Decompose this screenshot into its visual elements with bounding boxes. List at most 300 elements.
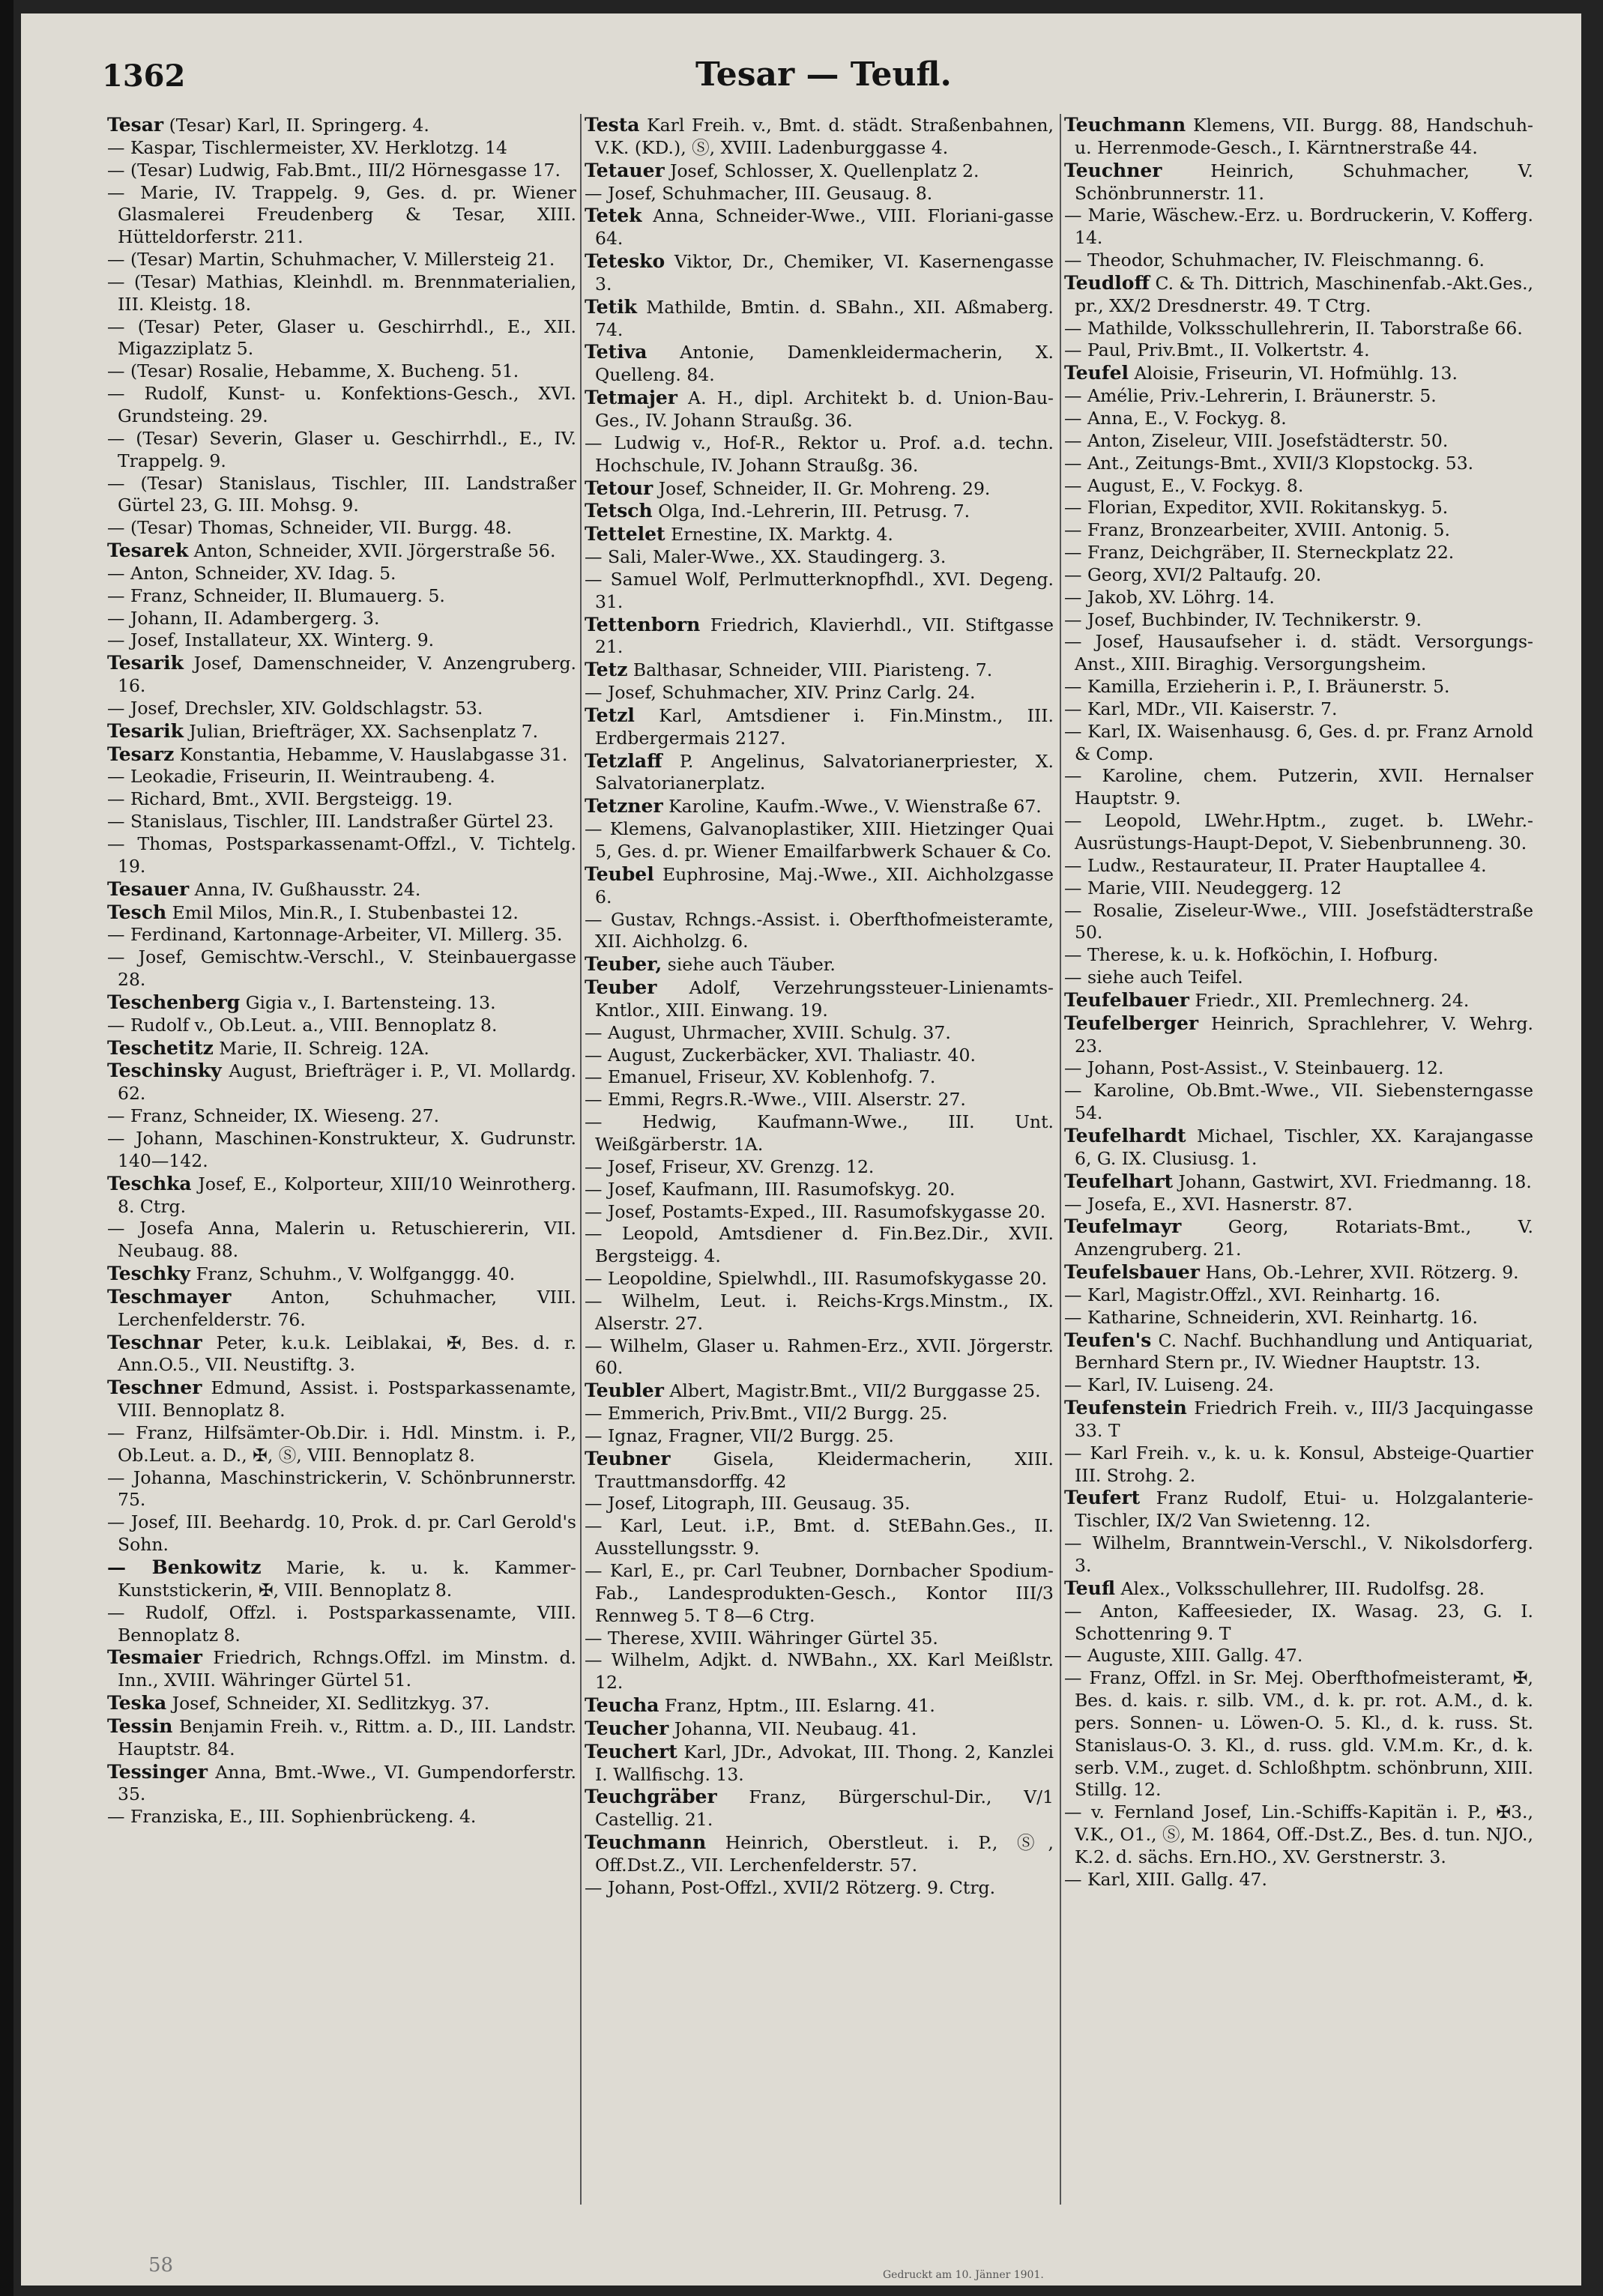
entry-details: — Jakob, XV. Löhrg. 14. xyxy=(1064,586,1275,608)
entry-surname: Teschnar xyxy=(107,1331,202,1353)
directory-entry xyxy=(585,569,1054,614)
directory-entry xyxy=(107,1105,576,1128)
directory-entry xyxy=(585,953,1054,976)
entry-details: — Karl, Leut. i.P., Bmt. d. StEBahn.Ges., II. Ausstellungsstr. 9. xyxy=(585,1515,1054,1559)
footer-number: 58 xyxy=(148,2254,174,2277)
directory-entry xyxy=(107,517,576,540)
directory-entry xyxy=(585,546,1054,569)
directory-entry xyxy=(585,114,1054,160)
directory-page xyxy=(21,13,1581,2286)
entry-details: — Josef, Schuhmacher, XIV. Prinz Carlg. 24. xyxy=(585,682,976,704)
directory-entry xyxy=(1064,1284,1533,1307)
entry-details: Albert, Magistr.Bmt., VII/2 Burggasse 25. xyxy=(663,1380,1041,1402)
entry-details: — Anton, Kaffeesieder, IX. Wasag. 23, G. I. Schottenring 9. T xyxy=(1064,1600,1533,1644)
directory-entry xyxy=(585,750,1054,796)
directory-entry xyxy=(585,1201,1054,1224)
directory-entry xyxy=(585,682,1054,704)
directory-entry xyxy=(107,1286,576,1332)
entry-details: Peter, k.u.k. Leiblakai, ✠, Bes. d. r. Ann.O.5., VII. Neustiftg. 3. xyxy=(118,1332,576,1376)
entry-details: Konstantia, Hebamme, V. Hauslabgasse 31. xyxy=(174,743,568,765)
entry-details: — Josef, Buchbinder, IV. Technikerstr. 9. xyxy=(1064,608,1422,630)
entry-details: Antonie, Damenkleidermacherin, X. Quelleng. 84. xyxy=(595,342,1054,386)
directory-entry xyxy=(107,585,576,608)
directory-entry xyxy=(107,811,576,833)
entry-surname: Teufert xyxy=(1064,1487,1141,1509)
directory-entry xyxy=(1064,205,1533,250)
directory-entry xyxy=(585,1179,1054,1201)
entry-details: — (Tesar) Rosalie, Hebamme, X. Bucheng. 51. xyxy=(107,360,519,382)
directory-entry xyxy=(585,1560,1054,1628)
entry-details: Friedrich, Klavierhdl., VII. Stiftgasse 21. xyxy=(595,614,1054,658)
entry-details: — Stanislaus, Tischler, III. Landstraßer Gürtel 23. xyxy=(107,811,554,833)
entry-details: Julian, Briefträger, XX. Sachsenplatz 7. xyxy=(183,720,539,742)
entry-details: — August, Zuckerbäcker, XVI. Thaliastr. 40. xyxy=(585,1044,976,1066)
directory-entry xyxy=(1064,408,1533,430)
entry-details: — Johann, Post-Offzl., XVII/2 Rötzerg. 9. Ctrg. xyxy=(585,1876,996,1898)
entry-details: Marie, k. u. k. Kammer-Kunststickerin, ✠, VIII. Bennoplatz 8. xyxy=(118,1557,576,1601)
entry-surname: Teuber, xyxy=(585,953,662,976)
entry-details: — Josef, Installateur, XX. Winterg. 9. xyxy=(107,629,435,651)
directory-entry xyxy=(585,614,1054,659)
entry-surname: Teschinsky xyxy=(107,1060,222,1082)
directory-column-3 xyxy=(1064,114,1533,1891)
entry-details: — Kamilla, Erzieherin i. P., I. Bräunerstr. 5. xyxy=(1064,676,1450,698)
entry-surname: Tessinger xyxy=(107,1760,208,1783)
entry-surname: Teucha xyxy=(585,1694,659,1717)
entry-surname: Tesarz xyxy=(107,743,175,765)
entry-details: Karl, JDr., Advokat, III. Thong. 2, Kanzlei I. Wallfischg. 13. xyxy=(595,1741,1054,1785)
directory-entry xyxy=(1064,609,1533,632)
entry-surname: Teschmayer xyxy=(107,1285,232,1308)
entry-surname: Teschka xyxy=(107,1172,192,1194)
directory-entry xyxy=(1064,519,1533,542)
entry-surname: Teschenberg xyxy=(107,991,241,1013)
entry-details: Johanna, VII. Neubaug. 41. xyxy=(668,1718,917,1739)
directory-entry xyxy=(1064,160,1533,205)
directory-entry xyxy=(107,833,576,878)
directory-entry xyxy=(585,1380,1054,1403)
entry-details: Heinrich, Sprachlehrer, V. Wehrg. 23. xyxy=(1075,1012,1533,1057)
directory-entry xyxy=(585,205,1054,250)
directory-entry xyxy=(1064,1645,1533,1667)
entry-details: Franz Rudolf, Etui- u. Holzgalanterie-Tischler, IX/2 Van Swietenng. 12. xyxy=(1075,1487,1533,1532)
entry-details: — August, Uhrmacher, XVIII. Schulg. 37. xyxy=(585,1021,951,1043)
entry-surname: Teufel xyxy=(1064,362,1129,384)
directory-entry xyxy=(585,1786,1054,1831)
entry-details: A. H., dipl. Architekt b. d. Union-Bau-Ges., IV. Johann Straußg. 36. xyxy=(595,387,1054,431)
directory-entry xyxy=(1064,542,1533,564)
entry-surname: Teschner xyxy=(107,1377,202,1399)
entry-details: Johann, Gastwirt, XVI. Friedmanng. 18. xyxy=(1173,1170,1532,1192)
entry-surname: Teucher xyxy=(585,1717,669,1739)
entry-details: — (Tesar) Peter, Glaser u. Geschirrhdl., E., XII. Migazziplatz 5. xyxy=(107,315,576,360)
entry-surname: Teuchgräber xyxy=(585,1786,717,1808)
entry-details: — (Tesar) Stanislaus, Tischler, III. Landstraßer Gürtel 23, G. III. Mohsg. 9. xyxy=(107,472,576,516)
directory-entry xyxy=(1064,855,1533,877)
entry-details: — Josef, Friseur, XV. Grenzg. 12. xyxy=(585,1155,875,1177)
entry-details: — Johann, Post-Assist., V. Steinbauerg. 12. xyxy=(1064,1057,1444,1079)
entry-details: — Karl, IV. Luiseng. 24. xyxy=(1064,1374,1275,1396)
entry-surname: Teudloff xyxy=(1064,271,1150,294)
entry-surname: Tesarik xyxy=(107,719,184,742)
directory-entry xyxy=(1064,631,1533,676)
entry-details: — (Tesar) Mathias, Kleinhdl. m. Brennmaterialien, III. Kleistg. 18. xyxy=(107,271,576,315)
directory-entry xyxy=(107,540,576,563)
entry-surname: Tetzlaff xyxy=(585,749,662,772)
entry-details: Friedrich Freih. v., III/3 Jacquingasse 33. T xyxy=(1075,1398,1533,1441)
entry-surname: Tetauer xyxy=(585,159,665,181)
entry-surname: Teufelmayr xyxy=(1064,1215,1182,1238)
directory-entry xyxy=(585,432,1054,477)
entry-details: — Josef, Drechsler, XIV. Goldschlagstr. 53. xyxy=(107,697,483,719)
entry-details: Edmund, Assist. i. Postsparkassenamte, VIII. Bennoplatz 8. xyxy=(118,1377,576,1422)
entry-surname: Testa xyxy=(585,114,640,136)
entry-details: — Karl, XIII. Gallg. 47. xyxy=(1064,1868,1267,1890)
entry-surname: Teufenstein xyxy=(1064,1397,1187,1419)
entry-details: — Paul, Priv.Bmt., II. Volkertstr. 4. xyxy=(1064,339,1370,361)
entry-details: Josef, E., Kolporteur, XIII/10 Weinrotherg. 8. Ctrg. xyxy=(118,1173,576,1217)
entry-details: — (Tesar) Thomas, Schneider, VII. Burgg. 48. xyxy=(107,517,513,539)
entry-details: — Wilhelm, Glaser u. Rahmen-Erz., XVII. Jörgerstr. 60. xyxy=(585,1335,1054,1379)
entry-details: — Johann, II. Adambergerg. 3. xyxy=(107,607,380,629)
entry-details: — Sali, Maler-Wwe., XX. Staudingerg. 3. xyxy=(585,546,947,568)
entry-details: Anna, Schneider-Wwe., VIII. Floriani-gasse 64. xyxy=(595,205,1054,250)
entry-surname: Tetzl xyxy=(585,704,635,726)
directory-entry xyxy=(107,1556,576,1602)
directory-entry xyxy=(1064,497,1533,519)
entry-surname: Teubel xyxy=(585,862,654,885)
entry-surname: Teufelberger xyxy=(1064,1012,1199,1034)
directory-entry xyxy=(585,1290,1054,1335)
directory-entry xyxy=(107,1015,576,1037)
directory-entry xyxy=(1064,989,1533,1012)
entry-details: Marie, II. Schreig. 12A. xyxy=(213,1037,429,1059)
entry-details: — Rudolf, Offzl. i. Postsparkassenamte, VIII. Bennoplatz 8. xyxy=(107,1601,576,1646)
entry-details: Euphrosine, Maj.-Wwe., XII. Aichholzgasse 6. xyxy=(595,863,1054,907)
directory-entry xyxy=(107,1128,576,1173)
entry-details: — Thomas, Postsparkassenamt-Offzl., V. Tichtelg. 19. xyxy=(107,833,576,877)
directory-entry xyxy=(1064,1080,1533,1125)
entry-details: — Leopold, LWehr.Hptm., zuget. b. LWehr.-Ausrüstungs-Haupt-Depot, V. Siebenbrunneng. 30. xyxy=(1064,810,1533,854)
directory-entry xyxy=(1064,676,1533,698)
entry-surname: Tetz xyxy=(585,659,628,681)
directory-entry xyxy=(107,160,576,182)
entry-details: Friedr., XII. Premlechnerg. 24. xyxy=(1189,989,1470,1011)
directory-entry xyxy=(585,387,1054,432)
entry-surname: Tetik xyxy=(585,295,638,318)
directory-entry xyxy=(1064,1261,1533,1284)
directory-entry xyxy=(585,659,1054,682)
entry-details: — (Tesar) Severin, Glaser u. Geschirrhdl., E., IV. Trappelg. 9. xyxy=(107,427,576,471)
entry-details: siehe auch Täuber. xyxy=(662,954,836,976)
entry-details: — Emanuel, Friseur, XV. Koblenhofg. 7. xyxy=(585,1066,936,1088)
entry-details: Klemens, VII. Burgg. 88, Handschuh- u. Herrenmode-Gesch., I. Kärntnerstraße 44. xyxy=(1075,115,1533,158)
entry-details: — v. Fernland Josef, Lin.-Schiffs-Kapitän i. P., ✠3., V.K., O1., Ⓢ, M. 1864, Off.-Dst.Z., Bes. d. tun. NJO., K.2. d. sächs. Ern.HO., XV. Gerstnerstr. 3. xyxy=(1064,1801,1533,1867)
entry-details: Alex., Volksschullehrer, III. Rudolfsg. 28. xyxy=(1115,1577,1485,1599)
entry-details: — Florian, Expeditor, XVII. Rokitanskyg. 5. xyxy=(1064,497,1449,519)
entry-details: Hans, Ob.-Lehrer, XVII. Rötzerg. 9. xyxy=(1199,1262,1519,1284)
entry-details: — Johann, Maschinen-Konstrukteur, X. Gudrunstr. 140—142. xyxy=(107,1127,576,1171)
entry-surname: Teschky xyxy=(107,1263,190,1285)
entry-details: Emil Milos, Min.R., I. Stubenbastei 12. xyxy=(166,901,519,923)
binding-edge xyxy=(0,0,13,2296)
directory-entry xyxy=(1064,250,1533,272)
entry-details: Karl Freih. v., Bmt. d. städt. Straßenbahnen, V.K. (KD.), Ⓢ, XVIII. Ladenburggasse 4. xyxy=(595,115,1054,158)
directory-entry xyxy=(585,818,1054,863)
directory-entry xyxy=(107,182,576,250)
directory-entry xyxy=(1064,362,1533,385)
entry-surname: Teuber xyxy=(585,976,657,999)
entry-details: Olga, Ind.-Lehrerin, III. Petrusg. 7. xyxy=(652,501,970,522)
entry-details: Anton, Schneider, XVII. Jörgerstraße 56. xyxy=(188,540,556,562)
directory-entry xyxy=(585,1022,1054,1045)
directory-entry xyxy=(107,878,576,901)
directory-entry xyxy=(1064,564,1533,587)
entry-details: — Gustav, Rchngs.-Assist. i. Oberfthofmeisteramte, XII. Aichholzg. 6. xyxy=(585,908,1054,952)
directory-entry xyxy=(107,1173,576,1218)
entry-details: — Karoline, Ob.Bmt.-Wwe., VII. Siebensterngasse 54. xyxy=(1064,1080,1533,1124)
directory-entry xyxy=(585,341,1054,387)
entry-details: — Anton, Schneider, XV. Idag. 5. xyxy=(107,562,396,584)
entry-details: — Marie, IV. Trappelg. 9, Ges. d. pr. Wiener Glasmalerei Freudenberg & Tesar, XIII. Hütteldorferstr. 211. xyxy=(107,181,576,248)
directory-entry xyxy=(1064,765,1533,810)
entry-surname: Tetzner xyxy=(585,795,663,818)
entry-details: Josef, Schlosser, X. Quellenplatz 2. xyxy=(664,160,979,181)
entry-details: — Marie, Wäschew.-Erz. u. Bordruckerin, V. Kofferg. 14. xyxy=(1064,205,1533,249)
directory-entry xyxy=(107,1263,576,1286)
entry-details: — Josefa, E., XVI. Hasnerstr. 87. xyxy=(1064,1193,1353,1215)
entry-details: C. & Th. Dittrich, Maschinenfab.-Akt.Ges., pr., XX/2 Dresdnerstr. 49. T Ctrg. xyxy=(1075,272,1534,316)
directory-entry xyxy=(585,1448,1054,1493)
directory-entry xyxy=(107,991,576,1015)
entry-details: — Hedwig, Kaufmann-Wwe., III. Unt. Weißgärberstr. 1A. xyxy=(585,1111,1054,1155)
directory-entry xyxy=(1064,877,1533,900)
entry-details: Anna, Bmt.-Wwe., VI. Gumpendorferstr. 35. xyxy=(118,1761,576,1805)
entry-details: — (Tesar) Ludwig, Fab.Bmt., III/2 Hörnesgasse 17. xyxy=(107,159,561,181)
directory-entry xyxy=(107,1037,576,1060)
entry-details: — Wilhelm, Leut. i. Reichs-Krgs.Minstm., IX. Alserstr. 27. xyxy=(585,1290,1054,1334)
directory-entry xyxy=(107,114,576,137)
entry-details: — Auguste, XIII. Gallg. 47. xyxy=(1064,1645,1303,1667)
directory-entry xyxy=(107,698,576,720)
directory-entry xyxy=(585,477,1054,501)
entry-surname: Teubner xyxy=(585,1447,671,1469)
entry-details: — Ferdinand, Kartonnage-Arbeiter, VI. Millerg. 35. xyxy=(107,924,563,946)
page-heading: Tesar — Teufl. xyxy=(695,55,952,94)
directory-entry xyxy=(1064,944,1533,967)
directory-entry xyxy=(1064,1667,1533,1801)
directory-entry xyxy=(1064,900,1533,945)
entry-details: — Josef, Schuhmacher, III. Geusaug. 8. xyxy=(585,182,933,204)
entry-surname: Tesar xyxy=(107,114,164,136)
entry-details: — Ludwig v., Hof-R., Rektor u. Prof. a.d. techn. Hochschule, IV. Johann Straußg. 36. xyxy=(585,432,1054,476)
entry-surname: Teufelbauer xyxy=(1064,988,1189,1011)
entry-details: Josef, Damenschneider, V. Anzengruberg. 16. xyxy=(118,653,576,697)
directory-entry xyxy=(585,523,1054,546)
footer-note: Gedruckt am 10. Jänner 1901. xyxy=(883,2269,1044,2281)
entry-surname: Teufen's xyxy=(1064,1329,1152,1351)
entry-details: — Kaspar, Tischlermeister, XV. Herklotzg. 14 xyxy=(107,136,507,158)
entry-details: — Therese, k. u. k. Hofköchin, I. Hofburg. xyxy=(1064,944,1439,966)
directory-entry xyxy=(1064,1170,1533,1194)
directory-entry xyxy=(107,271,576,316)
entry-details: Balthasar, Schneider, VIII. Piaristeng. 7. xyxy=(627,659,993,681)
directory-entry xyxy=(107,428,576,473)
directory-entry xyxy=(585,863,1054,909)
directory-entry xyxy=(1064,430,1533,453)
entry-details: — (Tesar) Martin, Schuhmacher, V. Millersteig 21. xyxy=(107,249,555,271)
directory-entry xyxy=(107,788,576,811)
directory-entry xyxy=(585,1628,1054,1650)
entry-surname: Tetiva xyxy=(585,341,647,363)
entry-surname: Tetmajer xyxy=(585,387,677,409)
entry-details: Viktor, Dr., Chemiker, VI. Kasernengasse 3. xyxy=(595,251,1054,294)
directory-entry xyxy=(585,1741,1054,1786)
entry-details: — Josef, III. Beehardg. 10, Prok. d. pr. Carl Gerold's Sohn. xyxy=(107,1511,576,1556)
directory-entry xyxy=(107,563,576,585)
entry-details: — Franz, Hilfsämter-Ob.Dir. i. Hdl. Minstm. i. P., Ob.Leut. a. D., ✠, Ⓢ, VIII. Bennoplatz 8. xyxy=(107,1422,576,1466)
entry-details: — Klemens, Galvanoplastiker, XIII. Hietzinger Quai 5, Ges. d. pr. Wiener Emailfarbwerk Schauer & Co. xyxy=(585,818,1054,862)
directory-entry xyxy=(107,1422,576,1467)
entry-surname: Teuchner xyxy=(1064,159,1162,181)
entry-details: — Karl, Magistr.Offzl., XVI. Reinhartg. 16. xyxy=(1064,1284,1441,1305)
entry-surname: — Benkowitz xyxy=(107,1556,262,1578)
entry-surname: Tesmaier xyxy=(107,1646,202,1669)
entry-details: — Franz, Offzl. in Sr. Mej. Oberfthofmeisteramt, ✠, Bes. d. kais. r. silb. VM., d. k. pr. rot. A.M., d. k. pers. Sonnen- u. Löwen-O. 5. Kl., d. k. russ. St. Stanislaus-O. 3. Kl., d. russ. gld. V.M.m. Kr., d. k. serb. V.M., zuget. d. Schloßhptm. schönbrunn, XIII. Stillg. 12. xyxy=(1064,1667,1533,1801)
directory-entry xyxy=(1064,272,1533,318)
directory-entry xyxy=(1064,1487,1533,1532)
entry-details: — Rosalie, Ziseleur-Wwe., VIII. Josefstädterstraße 50. xyxy=(1064,899,1533,943)
directory-entry xyxy=(1064,1307,1533,1329)
directory-entry xyxy=(585,1493,1054,1515)
directory-entry xyxy=(107,1511,576,1556)
directory-entry xyxy=(107,1806,576,1828)
entry-surname: Teschetitz xyxy=(107,1036,214,1059)
directory-entry xyxy=(585,704,1054,750)
entry-details: Anna, IV. Gußhausstr. 24. xyxy=(189,878,421,900)
entry-surname: Tetesko xyxy=(585,250,665,273)
directory-entry xyxy=(585,1223,1054,1268)
entry-details: — Josef, Litograph, III. Geusaug. 35. xyxy=(585,1493,911,1514)
entry-details: — siehe auch Teifel. xyxy=(1064,967,1243,988)
entry-details: — Katharine, Schneiderin, XVI. Reinhartg. 16. xyxy=(1064,1306,1478,1328)
entry-details: — Emmi, Regrs.R.-Wwe., VIII. Alserstr. 27. xyxy=(585,1089,966,1111)
entry-details: — Georg, XVI/2 Paltaufg. 20. xyxy=(1064,564,1322,585)
entry-details: Gisela, Kleidermacherin, XIII. Trauttmansdorffg. 42 xyxy=(595,1448,1054,1492)
directory-entry xyxy=(585,183,1054,205)
directory-entry xyxy=(585,1718,1054,1741)
directory-entry xyxy=(1064,1801,1533,1869)
entry-details: — Franz, Schneider, IX. Wieseng. 27. xyxy=(107,1105,440,1127)
entry-surname: Teska xyxy=(107,1692,167,1715)
entry-details: — Franz, Bronzearbeiter, XVIII. Antonig. 5. xyxy=(1064,519,1450,541)
entry-details: — Franz, Schneider, II. Blumauerg. 5. xyxy=(107,584,445,606)
directory-entry xyxy=(107,1692,576,1715)
directory-entry xyxy=(1064,967,1533,989)
directory-entry xyxy=(1064,1329,1533,1375)
directory-entry xyxy=(1064,475,1533,498)
entry-details: — Karl, E., pr. Carl Teubner, Dornbacher Spodium-Fab., Landesprodukten-Gesch., Kontor III/3 Rennweg 5. T 8—6 Ctrg. xyxy=(585,1560,1054,1626)
entry-details: — Johanna, Maschinstrickerin, V. Schönbrunnerstr. 75. xyxy=(107,1466,576,1511)
directory-entry xyxy=(585,1831,1054,1877)
directory-entry xyxy=(107,766,576,788)
directory-entry xyxy=(107,360,576,383)
directory-entry xyxy=(1064,1577,1533,1601)
directory-entry xyxy=(1064,1012,1533,1058)
directory-entry xyxy=(1064,721,1533,766)
entry-details: — Theodor, Schuhmacher, IV. Fleischmanng. 6. xyxy=(1064,250,1485,271)
entry-details: Franz, Bürgerschul-Dir., V/1 Castellig. 21. xyxy=(595,1786,1054,1831)
entry-details: P. Angelinus, Salvatorianerpriester, X. Salvatorianerplatz. xyxy=(595,750,1054,794)
directory-entry xyxy=(585,1335,1054,1380)
entry-surname: Teubler xyxy=(585,1380,664,1402)
entry-surname: Tesarik xyxy=(107,652,184,674)
entry-details: — Rudolf v., Ob.Leut. a., VIII. Bennoplatz 8. xyxy=(107,1014,498,1036)
directory-entry xyxy=(1064,698,1533,721)
directory-entry xyxy=(585,1066,1054,1089)
entry-details: — Samuel Wolf, Perlmutterknopfhdl., XVI. Degeng. 31. xyxy=(585,568,1054,612)
entry-details: Georg, Rotariats-Bmt., V. Anzengruberg. 21. xyxy=(1075,1216,1533,1260)
entry-details: — Ant., Zeitungs-Bmt., XVII/3 Klopstockg. 53. xyxy=(1064,452,1474,474)
directory-entry xyxy=(107,1715,576,1761)
entry-surname: Teuchmann xyxy=(585,1831,707,1854)
entry-details: — Leokadie, Friseurin, II. Weintraubeng. 4. xyxy=(107,766,495,788)
directory-entry xyxy=(585,160,1054,183)
entry-details: — Ludw., Restaurateur, II. Prater Hauptallee 4. xyxy=(1064,854,1487,876)
entry-details: Karoline, Kaufm.-Wwe., V. Wienstraße 67. xyxy=(662,796,1042,818)
directory-entry xyxy=(585,909,1054,954)
entry-details: August, Briefträger i. P., VI. Mollardg. 62. xyxy=(118,1060,576,1105)
directory-entry xyxy=(1064,385,1533,408)
entry-details: — Karoline, chem. Putzerin, XVII. Hernalser Hauptstr. 9. xyxy=(1064,765,1533,809)
directory-entry xyxy=(1064,1869,1533,1891)
directory-entry xyxy=(585,1089,1054,1111)
entry-details: Josef, Schneider, XI. Sedlitzkyg. 37. xyxy=(166,1693,490,1715)
directory-entry xyxy=(1064,1601,1533,1646)
entry-details: — Josef, Kaufmann, III. Rasumofskyg. 20. xyxy=(585,1178,956,1200)
column-divider xyxy=(1060,114,1061,2205)
directory-entry xyxy=(585,1403,1054,1425)
directory-entry xyxy=(585,500,1054,523)
directory-entry xyxy=(585,1649,1054,1694)
entry-details: — Wilhelm, Branntwein-Verschl., V. Nikolsdorferg. 3. xyxy=(1064,1532,1533,1576)
entry-details: — Karl, IX. Waisenhausg. 6, Ges. d. pr. Franz Arnold & Comp. xyxy=(1064,720,1533,764)
entry-surname: Teufelhardt xyxy=(1064,1124,1186,1147)
directory-entry xyxy=(107,316,576,361)
directory-entry xyxy=(107,946,576,991)
directory-entry xyxy=(585,1425,1054,1448)
entry-details: — Leopold, Amtsdiener d. Fin.Bez.Dir., XVII. Bergsteigg. 4. xyxy=(585,1223,1054,1267)
entry-details: Josef, Schneider, II. Gr. Mohreng. 29. xyxy=(653,477,991,499)
directory-entry xyxy=(107,249,576,271)
entry-surname: Teuchmann xyxy=(1064,114,1186,136)
directory-entry xyxy=(1064,318,1533,340)
entry-details: — Franziska, E., III. Sophienbrückeng. 4. xyxy=(107,1806,477,1828)
directory-entry xyxy=(1064,339,1533,362)
entry-details: — August, E., V. Fockyg. 8. xyxy=(1064,474,1304,496)
entry-surname: Tesarek xyxy=(107,540,189,562)
entry-details: — Rudolf, Kunst- u. Konfektions-Gesch., XVI. Grundsteing. 29. xyxy=(107,383,576,426)
directory-entry xyxy=(107,629,576,652)
entry-details: — Karl, MDr., VII. Kaiserstr. 7. xyxy=(1064,698,1338,719)
directory-entry xyxy=(585,795,1054,818)
directory-entry xyxy=(585,1156,1054,1179)
entry-details: — Anna, E., V. Fockyg. 8. xyxy=(1064,407,1287,429)
directory-entry xyxy=(107,720,576,743)
entry-details: Adolf, Verzehrungssteuer-Linienamts-Kntlor., XIII. Einwang. 19. xyxy=(595,977,1054,1021)
directory-entry xyxy=(1064,1057,1533,1080)
entry-details: (Tesar) Karl, II. Springerg. 4. xyxy=(163,115,429,136)
